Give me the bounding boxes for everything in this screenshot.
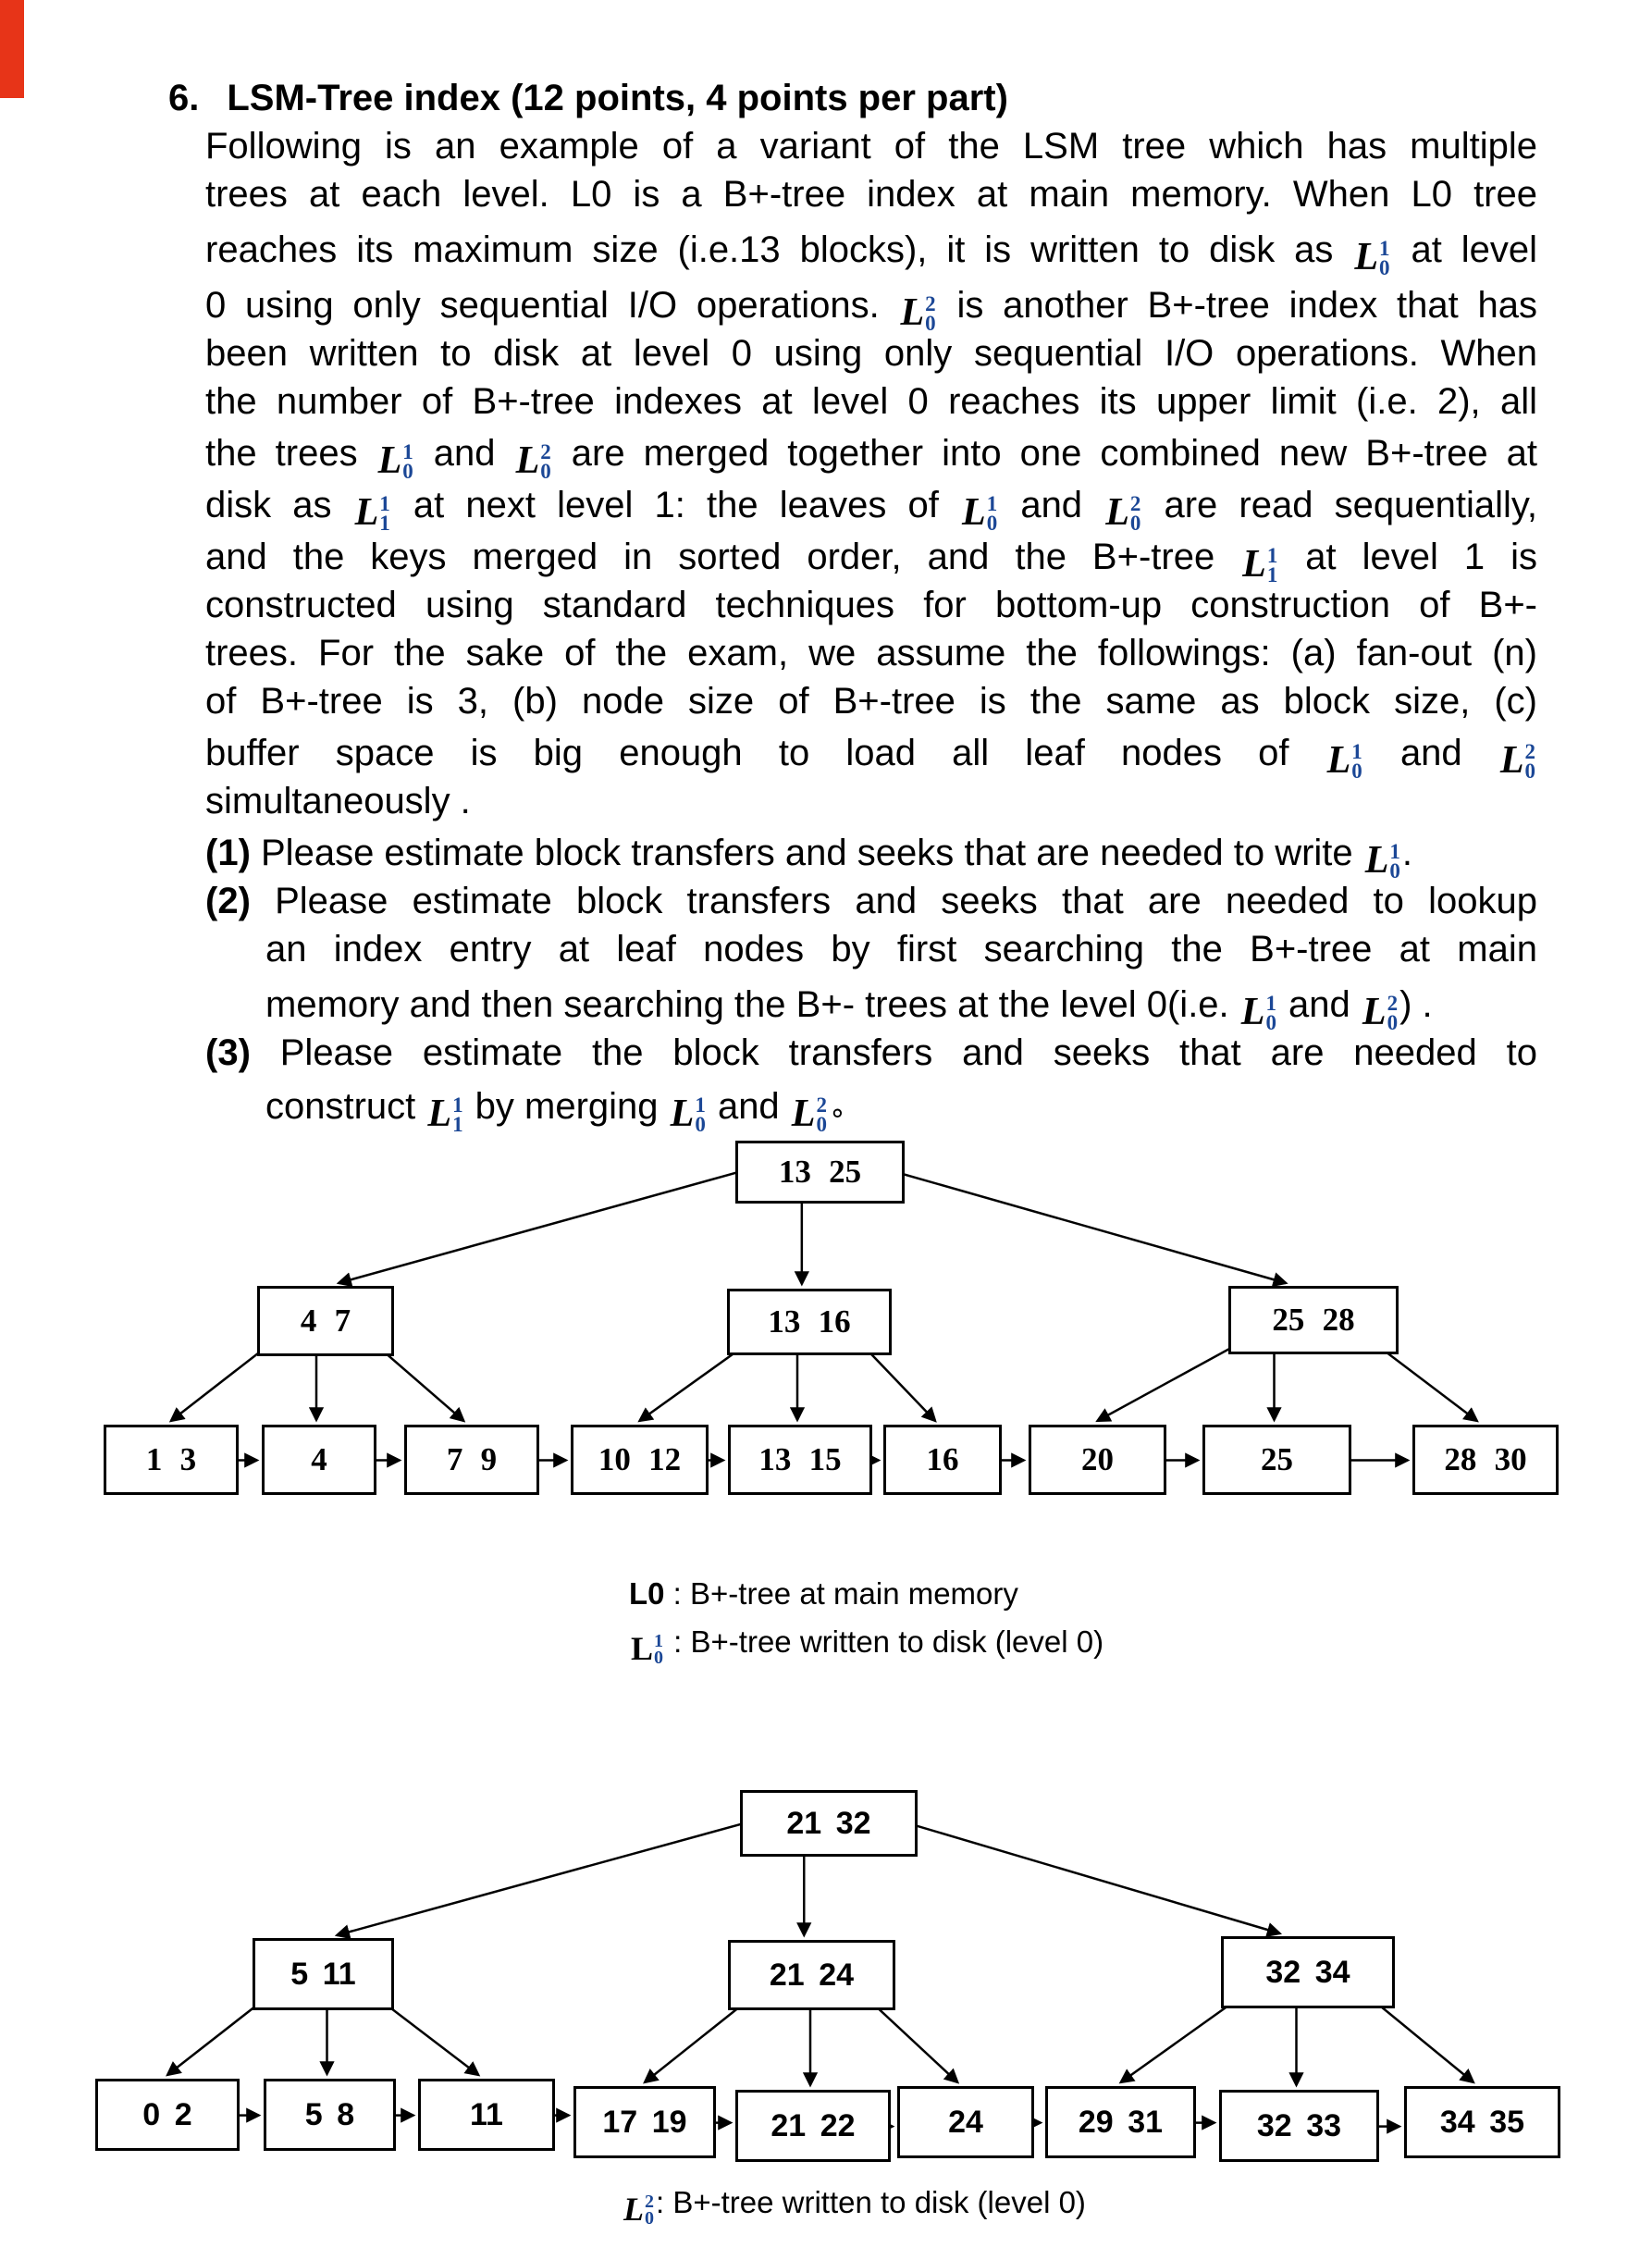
tree-leaf-node: 24 (897, 2086, 1034, 2158)
caption-line (629, 1619, 1103, 1667)
math-base: L (515, 439, 540, 482)
math-scripts (1379, 239, 1390, 278)
math-L-token (671, 1095, 706, 1134)
question-line (168, 629, 1537, 677)
text-run: and (414, 433, 514, 474)
tree-leaf-node: 11 (418, 2079, 555, 2151)
question-line (168, 481, 1537, 535)
tree-leaf-node: 21 22 (735, 2090, 891, 2162)
math-subscript: 0 (986, 512, 998, 535)
math-scripts (654, 1633, 663, 1666)
math-subscript: 0 (645, 2208, 654, 2229)
math-subscript: 0 (1351, 760, 1362, 783)
text-run: are merged together into one combined new B+-tree at (552, 433, 1537, 474)
caption-line (629, 1571, 1103, 1619)
math-subscript: 0 (925, 312, 936, 335)
text-run: and (999, 485, 1104, 525)
math-scripts (695, 1095, 706, 1134)
question-line (168, 377, 1537, 426)
tree-leaf-node: 20 (1029, 1425, 1166, 1495)
tree-internal-node: 4 7 (257, 1286, 394, 1356)
tree-internal-node: 21 24 (728, 1940, 895, 2010)
math-subscript: 1 (1266, 563, 1278, 587)
bold-text: LSM-Tree index (12 points, 4 points per part) (227, 78, 1008, 118)
tree-leaf-node: 17 19 (573, 2086, 716, 2158)
root-to-left-child-arrow (339, 1172, 738, 1283)
math-scripts (452, 1095, 463, 1134)
bold-text: (1) (205, 833, 251, 873)
text-run: are read sequentially, (1142, 485, 1537, 525)
tree-leaf-node: 25 (1202, 1425, 1351, 1495)
math-base: L (1326, 739, 1351, 782)
math-L-token (1362, 991, 1399, 1034)
tree-leaf-node: 10 12 (571, 1425, 709, 1495)
text-run: trees. For the sake of the exam, we assume the followings: (a) fan-out (n) (205, 633, 1537, 673)
math-superscript: 1 (1265, 992, 1276, 1015)
math-L-token (515, 439, 551, 483)
question-line (168, 429, 1537, 483)
question-line (168, 122, 1537, 170)
math-base: L (354, 491, 379, 534)
math-L-token (1364, 839, 1400, 883)
math-scripts (925, 294, 936, 333)
root-to-right-child-arrow (909, 1823, 1280, 1933)
math-base: L (1240, 991, 1265, 1033)
math-L-token (1242, 543, 1278, 587)
math-base: L (631, 1630, 654, 1667)
math-base: L (900, 291, 925, 334)
math-subscript: 0 (1129, 512, 1141, 535)
text-run: construct (265, 1086, 426, 1127)
math-subscript: 0 (816, 1113, 827, 1136)
math-superscript: 2 (816, 1093, 827, 1117)
tree-root-node: 13 25 (735, 1141, 905, 1204)
math-base: L (377, 439, 402, 482)
math-subscript: 0 (1387, 1011, 1399, 1034)
tree-leaf-node: 7 9 (404, 1425, 539, 1495)
text-run: ) . (1399, 984, 1433, 1025)
tree-leaf-node: 0 2 (95, 2079, 240, 2151)
text-run: Following is an example of a variant of the LSM tree which has multiple (205, 126, 1537, 167)
tree-internal-node: 5 11 (253, 1938, 394, 2010)
root-to-left-child-arrow (337, 1823, 743, 1935)
math-superscript: 1 (695, 1093, 706, 1117)
math-subscript: 1 (379, 512, 390, 535)
question-block (168, 74, 1537, 1136)
math-L-token (1240, 991, 1276, 1034)
math-L-token (1326, 739, 1362, 783)
math-scripts (1525, 742, 1536, 781)
math-L-token (962, 491, 998, 535)
math-base: L (427, 1093, 452, 1135)
text-run: and the keys merged in sorted order, and the B+-tree (205, 537, 1241, 577)
math-superscript: 1 (402, 440, 413, 463)
tree-leaf-node: 34 35 (1404, 2086, 1560, 2158)
question-line (168, 777, 1537, 825)
text-run: trees at each level. L0 is a B+-tree index at main memory. When L0 tree (205, 174, 1537, 215)
question-line (168, 729, 1537, 783)
math-superscript: 1 (1389, 840, 1400, 863)
question-line (168, 170, 1537, 218)
tree-leaf-node: 16 (883, 1425, 1002, 1495)
question-line (168, 877, 1537, 925)
question-line (168, 581, 1537, 629)
question-line (168, 925, 1537, 973)
tree-internal-node: 13 16 (727, 1289, 892, 1355)
math-scripts (645, 2193, 654, 2227)
math-superscript: 1 (1351, 740, 1362, 763)
text-run: Please estimate block transfers and seeks that are needed to lookup (250, 881, 1537, 921)
text-run: at next level 1: the leaves of (391, 485, 961, 525)
text-run: is another B+-tree index that has (937, 285, 1537, 326)
text-run: and (1363, 733, 1498, 773)
math-L-token (1499, 739, 1535, 783)
text-run: the number of B+-tree indexes at level 0 reaches its upper limit (i.e. 2), all (205, 381, 1537, 422)
math-scripts (816, 1095, 827, 1134)
math-superscript: 1 (1379, 237, 1390, 260)
question-line (168, 281, 1537, 335)
text-run: been written to disk at level 0 using only sequential I/O operations. When (205, 333, 1537, 374)
math-L-token (900, 291, 936, 335)
math-superscript: 2 (925, 292, 936, 315)
text-run: Please estimate block transfers and seeks that are needed to write (250, 833, 1363, 873)
math-base: L (962, 491, 986, 534)
tree-leaf-node: 28 30 (1412, 1425, 1559, 1495)
figure2-caption (622, 2180, 1086, 2228)
question-line (168, 677, 1537, 725)
math-subscript: 0 (1379, 256, 1390, 279)
text-run: memory and then searching the B+- trees at the level 0(i.e. (265, 984, 1239, 1025)
caption-text: : B+-tree written to disk (level 0) (656, 2185, 1086, 2219)
math-superscript: 2 (645, 2192, 654, 2212)
math-superscript: 1 (654, 1631, 664, 1651)
math-L-token (1105, 491, 1141, 535)
math-L-token (354, 491, 390, 535)
math-scripts (379, 494, 390, 533)
text-run: the trees (205, 433, 376, 474)
caption-symbol: L0 (629, 1576, 665, 1611)
bold-text: (2) (205, 881, 251, 921)
question-line (168, 1029, 1537, 1077)
math-subscript: 0 (1524, 760, 1535, 783)
math-scripts (987, 494, 998, 533)
text-run: Please estimate the block transfers and seeks that are needed to (250, 1032, 1537, 1073)
math-superscript: 1 (1266, 544, 1278, 567)
math-scripts (1387, 994, 1399, 1032)
tree-leaf-node: 13 15 (728, 1425, 872, 1495)
math-subscript: 0 (695, 1113, 706, 1136)
tree-root-node: 21 32 (740, 1790, 918, 1857)
text-run: of B+-tree is 3, (b) node size of B+-tree is the same as block size, (c) (205, 681, 1537, 722)
math-base: L (1105, 491, 1129, 534)
text-run: an index entry at leaf nodes by first searching the B+-tree at main (265, 929, 1537, 969)
math-subscript: 0 (402, 460, 413, 483)
text-run: reaches its maximum size (i.e.13 blocks), it is written to disk as (205, 229, 1353, 270)
question-line (168, 226, 1537, 279)
text-run: at level 1 is (1279, 537, 1537, 577)
text-run: at level (1391, 229, 1537, 270)
figure-bptree-L0-1 (0, 1133, 1652, 1568)
math-subscript: 0 (1389, 859, 1400, 883)
math-base: L (623, 2191, 644, 2228)
math-superscript: 1 (379, 492, 390, 515)
text-run: constructed using standard techniques for bottom-up construction of B+- (205, 585, 1537, 625)
text-run: and (1277, 984, 1361, 1025)
math-L-token (377, 439, 413, 483)
math-subscript: 0 (654, 1648, 664, 1668)
math-scripts (540, 442, 551, 481)
text-run: . (1401, 833, 1413, 873)
bold-text: 6. (168, 78, 200, 118)
math-superscript: 2 (1129, 492, 1141, 515)
bold-text: (3) (205, 1032, 251, 1073)
text-run: by merging (464, 1086, 669, 1127)
tree-leaf-node: 4 (262, 1425, 376, 1495)
question-line (168, 533, 1537, 587)
text-run: 0 using only sequential I/O operations. (205, 285, 899, 326)
question-line (168, 829, 1537, 883)
math-superscript: 1 (452, 1093, 463, 1117)
math-base: L (1499, 739, 1524, 782)
text-run: buffer space is big enough to load all leaf nodes of (205, 733, 1325, 773)
tree-leaf-node: 32 33 (1219, 2090, 1379, 2162)
math-base: L (791, 1093, 816, 1135)
math-scripts (1267, 546, 1278, 585)
caption-text: : B+-tree at main memory (664, 1576, 1018, 1611)
figure-bptree-L0-2 (0, 1781, 1652, 2229)
math-scripts (402, 442, 413, 481)
math-L-token (1354, 236, 1390, 279)
math-scripts (1130, 494, 1141, 533)
math-L-token (623, 2193, 654, 2227)
math-superscript: 2 (1524, 740, 1535, 763)
question-line (168, 74, 1537, 122)
math-base: L (1362, 991, 1387, 1033)
caption-line (622, 2180, 1086, 2228)
root-to-right-child-arrow (896, 1172, 1286, 1283)
figure1-caption (629, 1571, 1103, 1667)
math-base: L (1364, 839, 1389, 882)
text-run: disk as (205, 485, 353, 525)
tree-internal-node: 32 34 (1221, 1936, 1395, 2008)
scan-corner-mark (0, 0, 24, 98)
question-line (168, 329, 1537, 377)
ideographic-period: ∘ (828, 1098, 846, 1129)
math-superscript: 2 (1387, 992, 1399, 1015)
math-scripts (1265, 994, 1276, 1032)
text-run: simultaneously . (205, 781, 471, 821)
math-scripts (1351, 742, 1362, 781)
math-subscript: 1 (452, 1113, 463, 1136)
math-superscript: 2 (540, 440, 551, 463)
math-L-token (427, 1095, 462, 1134)
question-line (168, 1082, 1537, 1136)
math-subscript: 0 (540, 460, 551, 483)
math-subscript: 0 (1265, 1011, 1276, 1034)
tree-leaf-node: 29 31 (1045, 2086, 1196, 2158)
math-L-token (792, 1095, 827, 1134)
math-base: L (1242, 543, 1266, 586)
question-line (168, 981, 1537, 1034)
tree-leaf-node: 1 3 (104, 1425, 239, 1495)
tree-internal-node: 25 28 (1228, 1286, 1399, 1354)
caption-text: : B+-tree written to disk (level 0) (665, 1624, 1104, 1659)
tree-leaf-node: 5 8 (264, 2079, 396, 2151)
text-run: and (707, 1086, 790, 1127)
math-base: L (670, 1093, 695, 1135)
math-L-token (631, 1630, 664, 1668)
math-superscript: 1 (986, 492, 998, 515)
math-base: L (1354, 236, 1379, 278)
math-scripts (1389, 842, 1400, 881)
